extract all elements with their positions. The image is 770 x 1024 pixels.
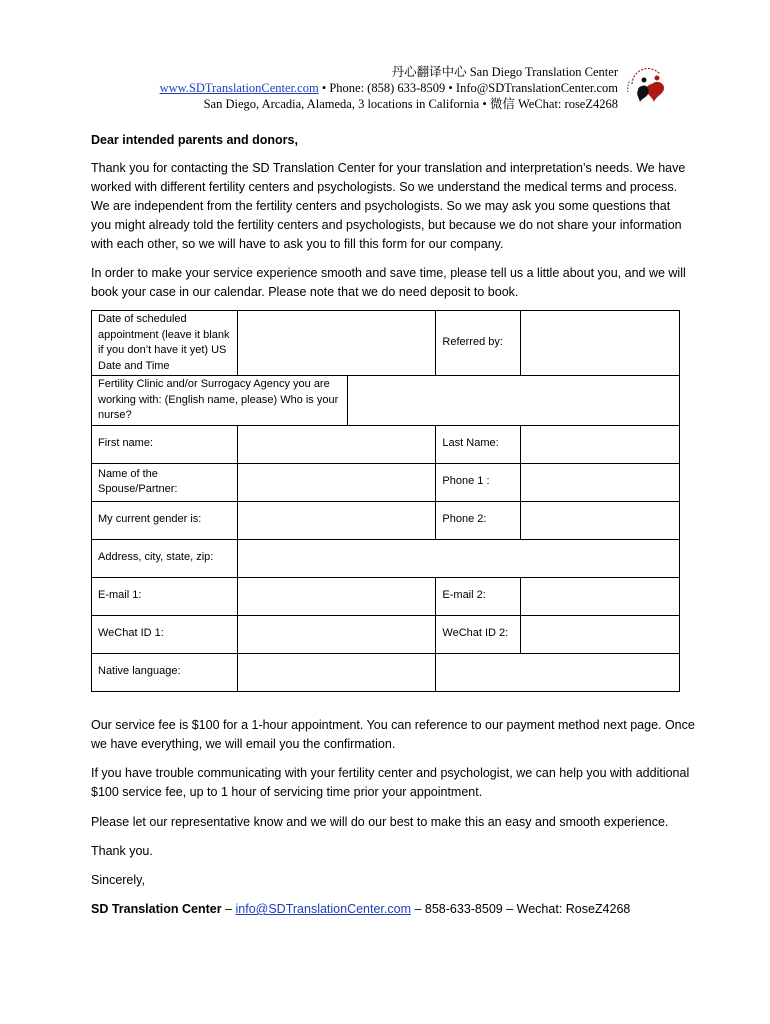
referred-by-label: Referred by: [436, 311, 521, 376]
client-info-form [91, 310, 680, 692]
gender-field[interactable] [237, 501, 436, 539]
company-logo [624, 66, 670, 106]
greeting: Dear intended parents and donors, [91, 133, 298, 147]
website-link[interactable]: www.SDTranslationCenter.com [159, 81, 319, 95]
wechat1-label: WeChat ID 1: [92, 615, 238, 653]
clinic-agency-label: Fertility Clinic and/or Surrogacy Agency you are working with: (English name, please) Who is your nurse? [92, 376, 348, 426]
spouse-name-field[interactable] [237, 463, 436, 501]
gender-label: My current gender is: [92, 501, 238, 539]
signature-line [91, 900, 701, 919]
native-language-blank[interactable] [436, 653, 680, 691]
letterhead [160, 64, 618, 112]
letterhead-locations: San Diego, Arcadia, Alameda, 3 locations in California • 微信 WeChat: roseZ4268 [203, 97, 618, 111]
last-name-label: Last Name: [436, 425, 521, 463]
last-name-field[interactable] [521, 425, 680, 463]
address-field[interactable] [237, 539, 679, 577]
email1-label: E-mail 1: [92, 577, 238, 615]
referred-by-field[interactable] [521, 311, 680, 376]
wechat2-field[interactable] [521, 615, 680, 653]
intro-paragraph: Thank you for contacting the SD Translation Center for your translation and interpretation’s needs. We have worked with different fertility centers and psychologists. So we understand the medical terms and process. We are independent from the fertility centers and psychologists. So we may ask you some questions that you might already told the fertility centers and psychologists, but because we do not share your information with each other, so we will have to ask you to fill this form for our company. [91, 161, 686, 251]
extra-service-paragraph: If you have trouble communicating with your fertility center and psychologist, we can help you with additional $100 service fee, up to 1 hour of servicing time prior your appointment. [91, 766, 690, 799]
wechat1-field[interactable] [237, 615, 436, 653]
signature-contact: – 858-633-8509 – Wechat: RoseZ4268 [411, 902, 631, 916]
phone2-label: Phone 2: [436, 501, 521, 539]
first-name-label: First name: [92, 425, 238, 463]
native-language-label: Native language: [92, 653, 238, 691]
email2-field[interactable] [521, 577, 680, 615]
phone1-field[interactable] [521, 463, 680, 501]
letterhead-title: 丹心翻译中心 San Diego Translation Center [391, 65, 618, 79]
instructions-paragraph: In order to make your service experience smooth and save time, please tell us a little about you, and we will book your case in our calendar. Please note that we do need deposit to book. [91, 266, 686, 299]
first-name-field[interactable] [237, 425, 436, 463]
email2-label: E-mail 2: [436, 577, 521, 615]
appointment-date-label: Date of scheduled appointment (leave it blank if you don’t have it yet) US Date and Time [92, 311, 238, 376]
wechat2-label: WeChat ID 2: [436, 615, 521, 653]
appointment-date-field[interactable] [237, 311, 436, 376]
clinic-agency-field[interactable] [347, 376, 679, 426]
native-language-field[interactable] [237, 653, 436, 691]
signature-dash: – [221, 902, 236, 916]
address-label: Address, city, state, zip: [92, 539, 238, 577]
spouse-name-label: Name of the Spouse/Partner: [92, 463, 238, 501]
phone2-field[interactable] [521, 501, 680, 539]
sincerely-line: Sincerely, [91, 873, 145, 887]
service-fee-paragraph: Our service fee is $100 for a 1-hour appointment. You can reference to our payment method next page. Once we have everything, we will email you the confirmation. [91, 718, 695, 751]
thank-you-line: Thank you. [91, 844, 153, 858]
signature-company: SD Translation Center [91, 902, 222, 916]
representative-paragraph: Please let our representative know and we will do our best to make this an easy and smooth experience. [91, 815, 669, 829]
email1-field[interactable] [237, 577, 436, 615]
signature-email-link[interactable]: info@SDTranslationCenter.com [235, 902, 411, 916]
contact-info: • Phone: (858) 633-8509 • Info@SDTranslationCenter.com [318, 81, 618, 95]
phone1-label: Phone 1 : [436, 463, 521, 501]
letterhead-contact [160, 80, 618, 96]
